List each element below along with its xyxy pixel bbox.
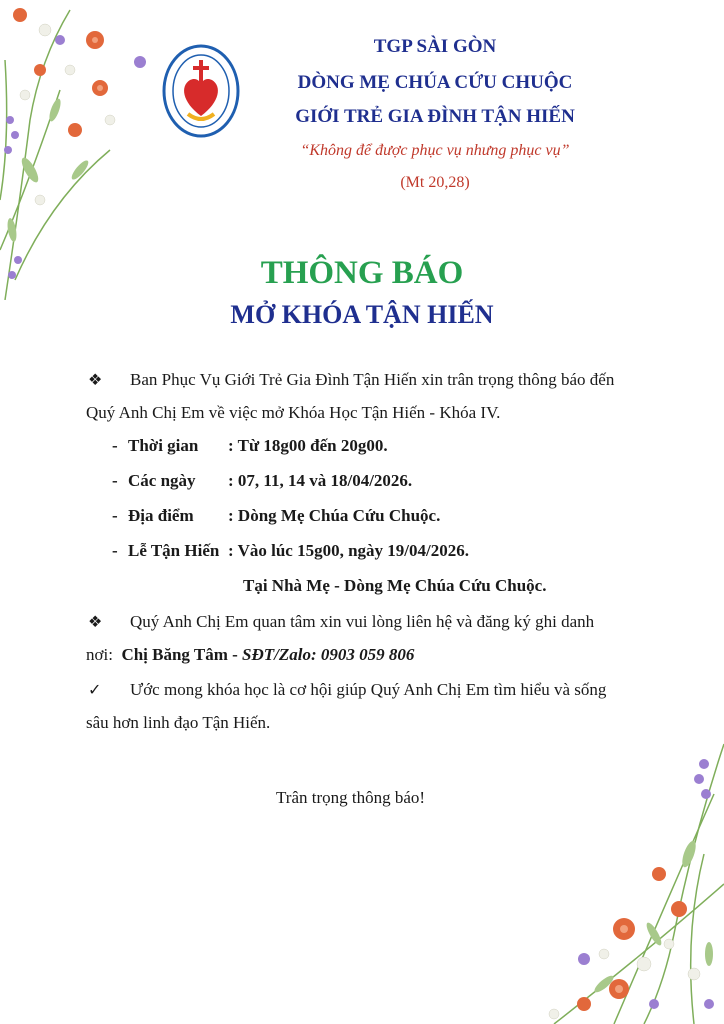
detail-label-ceremony: Lễ Tận Hiến <box>128 541 220 560</box>
check-icon: ✓ <box>88 682 102 699</box>
detail-dash: - <box>112 436 118 455</box>
floral-decoration-bottom-right <box>494 734 724 1024</box>
detail-value-ceremony: : Vào lúc 15g00, ngày 19/04/2026. <box>228 541 470 560</box>
detail-dash: - <box>112 471 118 490</box>
contact-name: Chị Băng Tâm - <box>121 645 238 664</box>
closing-line-2: sâu hơn linh đạo Tận Hiến. <box>86 713 271 732</box>
contact-line-1: Quý Anh Chị Em quan tâm xin vui lòng liên hệ và đăng ký ghi danh <box>130 612 595 631</box>
contact-prefix: nơi: <box>86 645 113 664</box>
intro-line-1: Ban Phục Vụ Giới Trẻ Gia Đình Tận Hiến xin trân trọng thông báo đến <box>130 370 615 389</box>
detail-value-location: : Dòng Mẹ Chúa Cứu Chuộc. <box>228 506 441 525</box>
closing-line-1: Ước mong khóa học là cơ hội giúp Quý Anh Chị Em tìm hiểu và sống <box>130 680 607 699</box>
motto-quote: “Không để được phục vụ nhưng phục vụ” <box>300 142 570 159</box>
intro-line-2: Quý Anh Chị Em về việc mở Khóa Học Tận Hiến - Khóa IV. <box>86 403 501 422</box>
detail-dash: - <box>112 541 118 560</box>
contact-phone: SĐT/Zalo: 0903 059 806 <box>242 645 415 664</box>
contact-line-2 <box>86 645 414 665</box>
detail-value-dates: : 07, 11, 14 và 18/04/2026. <box>228 471 413 490</box>
detail-dash: - <box>112 506 118 525</box>
motto-reference: (Mt 20,28) <box>400 174 470 191</box>
congregation-name: DÒNG MẸ CHÚA CỨU CHUỘC <box>297 72 573 93</box>
diocese-name: TGP SÀI GÒN <box>373 36 497 57</box>
signoff: Trân trọng thông báo! <box>276 788 426 807</box>
detail-label-time: Thời gian <box>128 436 199 455</box>
announcement-title: THÔNG BÁO <box>260 255 464 291</box>
youth-group-name: GIỚI TRẺ GIA ĐÌNH TẬN HIẾN <box>295 106 575 127</box>
diamond-bullet-icon: ❖ <box>88 372 103 389</box>
detail-label-location: Địa điểm <box>128 506 194 525</box>
venue-line: Tại Nhà Mẹ - Dòng Mẹ Chúa Cứu Chuộc. <box>243 576 547 595</box>
detail-value-time: : Từ 18g00 đến 20g00. <box>228 436 388 455</box>
heart-cross-logo <box>162 44 240 138</box>
diamond-bullet-icon: ❖ <box>88 614 103 631</box>
detail-label-dates: Các ngày <box>128 471 196 490</box>
announcement-subtitle: MỞ KHÓA TẬN HIẾN <box>230 300 494 329</box>
